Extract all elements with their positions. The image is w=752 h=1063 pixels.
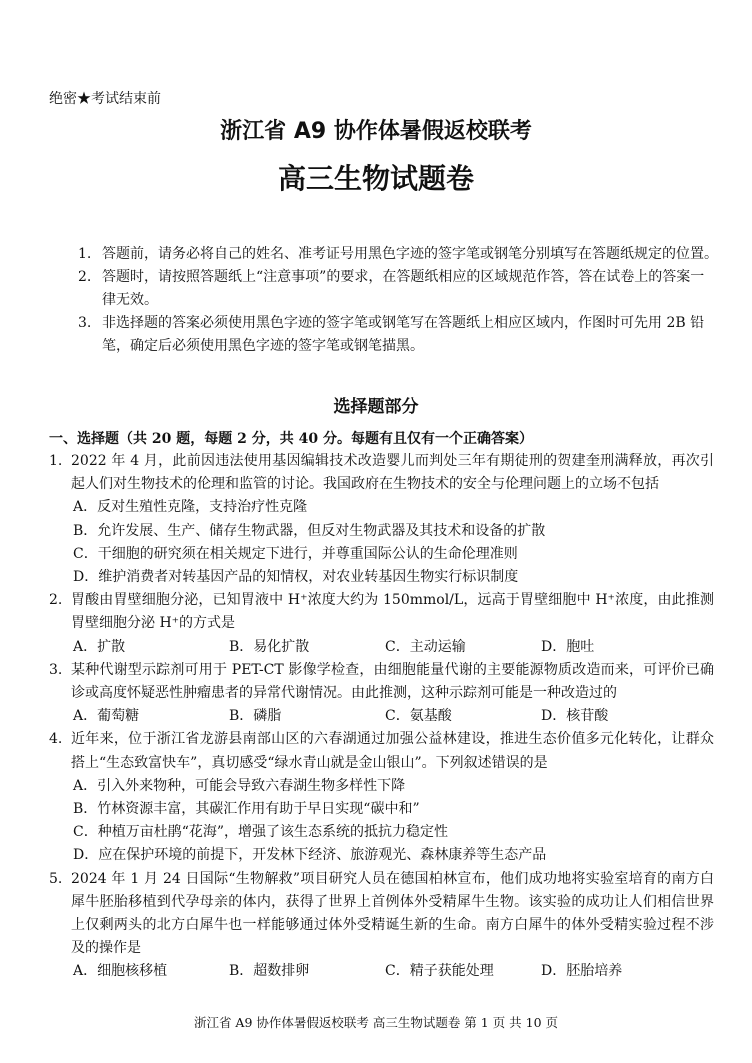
option-d: D．胚胎培养 <box>541 963 623 980</box>
question-number: 4. <box>49 731 63 748</box>
option-row <box>49 960 714 983</box>
option-c: C．主动运输 <box>385 638 466 655</box>
option-c: C．种植万亩杜鹃“花海”，增强了该生态系统的抵抗力稳定性 <box>73 824 449 841</box>
notice-item <box>78 243 718 266</box>
option-b: B．超数排卵 <box>229 963 310 980</box>
question-1 <box>49 450 714 589</box>
option-row <box>49 636 714 659</box>
question-number: 5. <box>49 870 63 887</box>
paper-title: 高三生物试题卷 <box>277 162 474 195</box>
question-list <box>49 450 714 984</box>
option-c: C．精子获能处理 <box>385 963 494 980</box>
section-title: 选择题部分 <box>333 397 419 417</box>
option-c: C．干细胞的研究须在相关规定下进行，并尊重国际公认的生命伦理准则 <box>73 545 518 562</box>
question-5 <box>49 868 714 984</box>
option-b: B．允许发展、生产、储存生物武器，但反对生物武器及其技术和设备的扩散 <box>73 522 546 539</box>
option-c: C．氨基酸 <box>385 708 452 725</box>
option-row <box>49 705 714 728</box>
option-d: D．应在保护环境的前提下，开发林下经济、旅游观光、森林康养等生态产品 <box>73 847 547 864</box>
page-footer: 浙江省 A9 协作体暑假返校联考 高三生物试题卷 第 1 页 共 10 页 <box>193 1015 559 1030</box>
option-b: B．易化扩散 <box>229 638 310 655</box>
question-stem: 胃酸由胃壁细胞分泌，已知胃液中 H⁺浓度大约为 150mmol/L，远高于胃壁细胞中 H⁺浓度，由此推测胃壁细胞分泌 H⁺的方式是 <box>71 592 714 632</box>
confidential-label: 绝密★考试结束前 <box>49 91 161 107</box>
notice-number: 3. <box>78 315 92 331</box>
option-a: A．引入外来物种，可能会导致六春湖生物多样性下降 <box>73 777 406 794</box>
option-d: D．核苷酸 <box>541 708 609 725</box>
question-stem: 2022 年 4 月，此前因违法使用基因编辑技术改造婴儿而判处三年有期徒刑的贺建奎刑满释放，再次引起人们对生物技术的伦理和监管的讨论。我国政府在生物技术的安全与伦理问题上的立场不包括 <box>71 453 714 493</box>
question-2 <box>49 589 714 659</box>
option-b: B．竹林资源丰富，其碳汇作用有助于早日实现“碳中和” <box>73 801 420 818</box>
option-d: D．维护消费者对转基因产品的知情权，对农业转基因生物实行标识制度 <box>73 569 519 586</box>
question-number: 3. <box>49 661 63 678</box>
option-a: A．细胞核移植 <box>73 963 168 980</box>
option-a: A．葡萄糖 <box>73 708 140 725</box>
question-number: 2. <box>49 592 63 609</box>
question-number: 1. <box>49 453 63 469</box>
option-d: D．胞吐 <box>541 638 595 655</box>
exam-name: 浙江省 A9 协作体暑假返校联考 <box>220 119 532 144</box>
notice-item <box>78 266 718 312</box>
notice-number: 2. <box>78 269 92 285</box>
notice-text: 非选择题的答案必须使用黑色字迹的签字笔或钢笔写在答题纸上相应区域内，作图时可先用 2B 铅笔，确定后必须使用黑色字迹的签字笔或钢笔描黑。 <box>102 315 705 354</box>
question-stem: 某种代谢型示踪剂可用于 PET-CT 影像学检查，由细胞能量代谢的主要能源物质改造而来，可评价已确诊或高度怀疑恶性肿瘤患者的异常代谢情况。由此推测，这种示踪剂可能是一种改造过的 <box>71 661 714 702</box>
option-b: B．磷脂 <box>229 708 282 725</box>
question-stem: 2024 年 1 月 24 日国际“生物解救”项目研究人员在德国柏林宣布，他们成功地将实验室培育的南方白犀牛胚胎移植到代孕母亲的体内，获得了世界上首例体外受精犀牛生物。该实验的成功让人们相信世界上仅剩两头的北方白犀牛也一样能够通过体外受精诞生新的生命。南方白犀牛的体外受精实验过程不涉及的操作是 <box>71 870 714 957</box>
option-a: A．扩散 <box>73 638 126 655</box>
question-3 <box>49 659 714 729</box>
notice-text: 答题前，请务必将自己的姓名、准考证号用黑色字迹的签字笔或钢笔分别填写在答题纸规定的位置。 <box>102 246 718 262</box>
question-stem: 近年来，位于浙江省龙游县南部山区的六春湖通过加强公益林建设，推进生态价值多元化转化，让群众搭上“生态致富快车”，真切感受“绿水青山就是金山银山”。下列叙述错误的是 <box>71 731 714 771</box>
part-heading: 一、选择题（共 20 题，每题 2 分，共 40 分。每题有且仅有一个正确答案） <box>49 431 533 447</box>
notice-list <box>78 243 718 358</box>
question-4 <box>49 728 714 867</box>
notice-item <box>78 312 718 358</box>
option-a: A．反对生殖性克隆，支持治疗性克隆 <box>73 499 308 516</box>
notice-text: 答题时，请按照答题纸上“注意事项”的要求，在答题纸相应的区域规范作答，答在试卷上的答案一律无效。 <box>102 269 705 308</box>
notice-number: 1. <box>78 246 92 262</box>
